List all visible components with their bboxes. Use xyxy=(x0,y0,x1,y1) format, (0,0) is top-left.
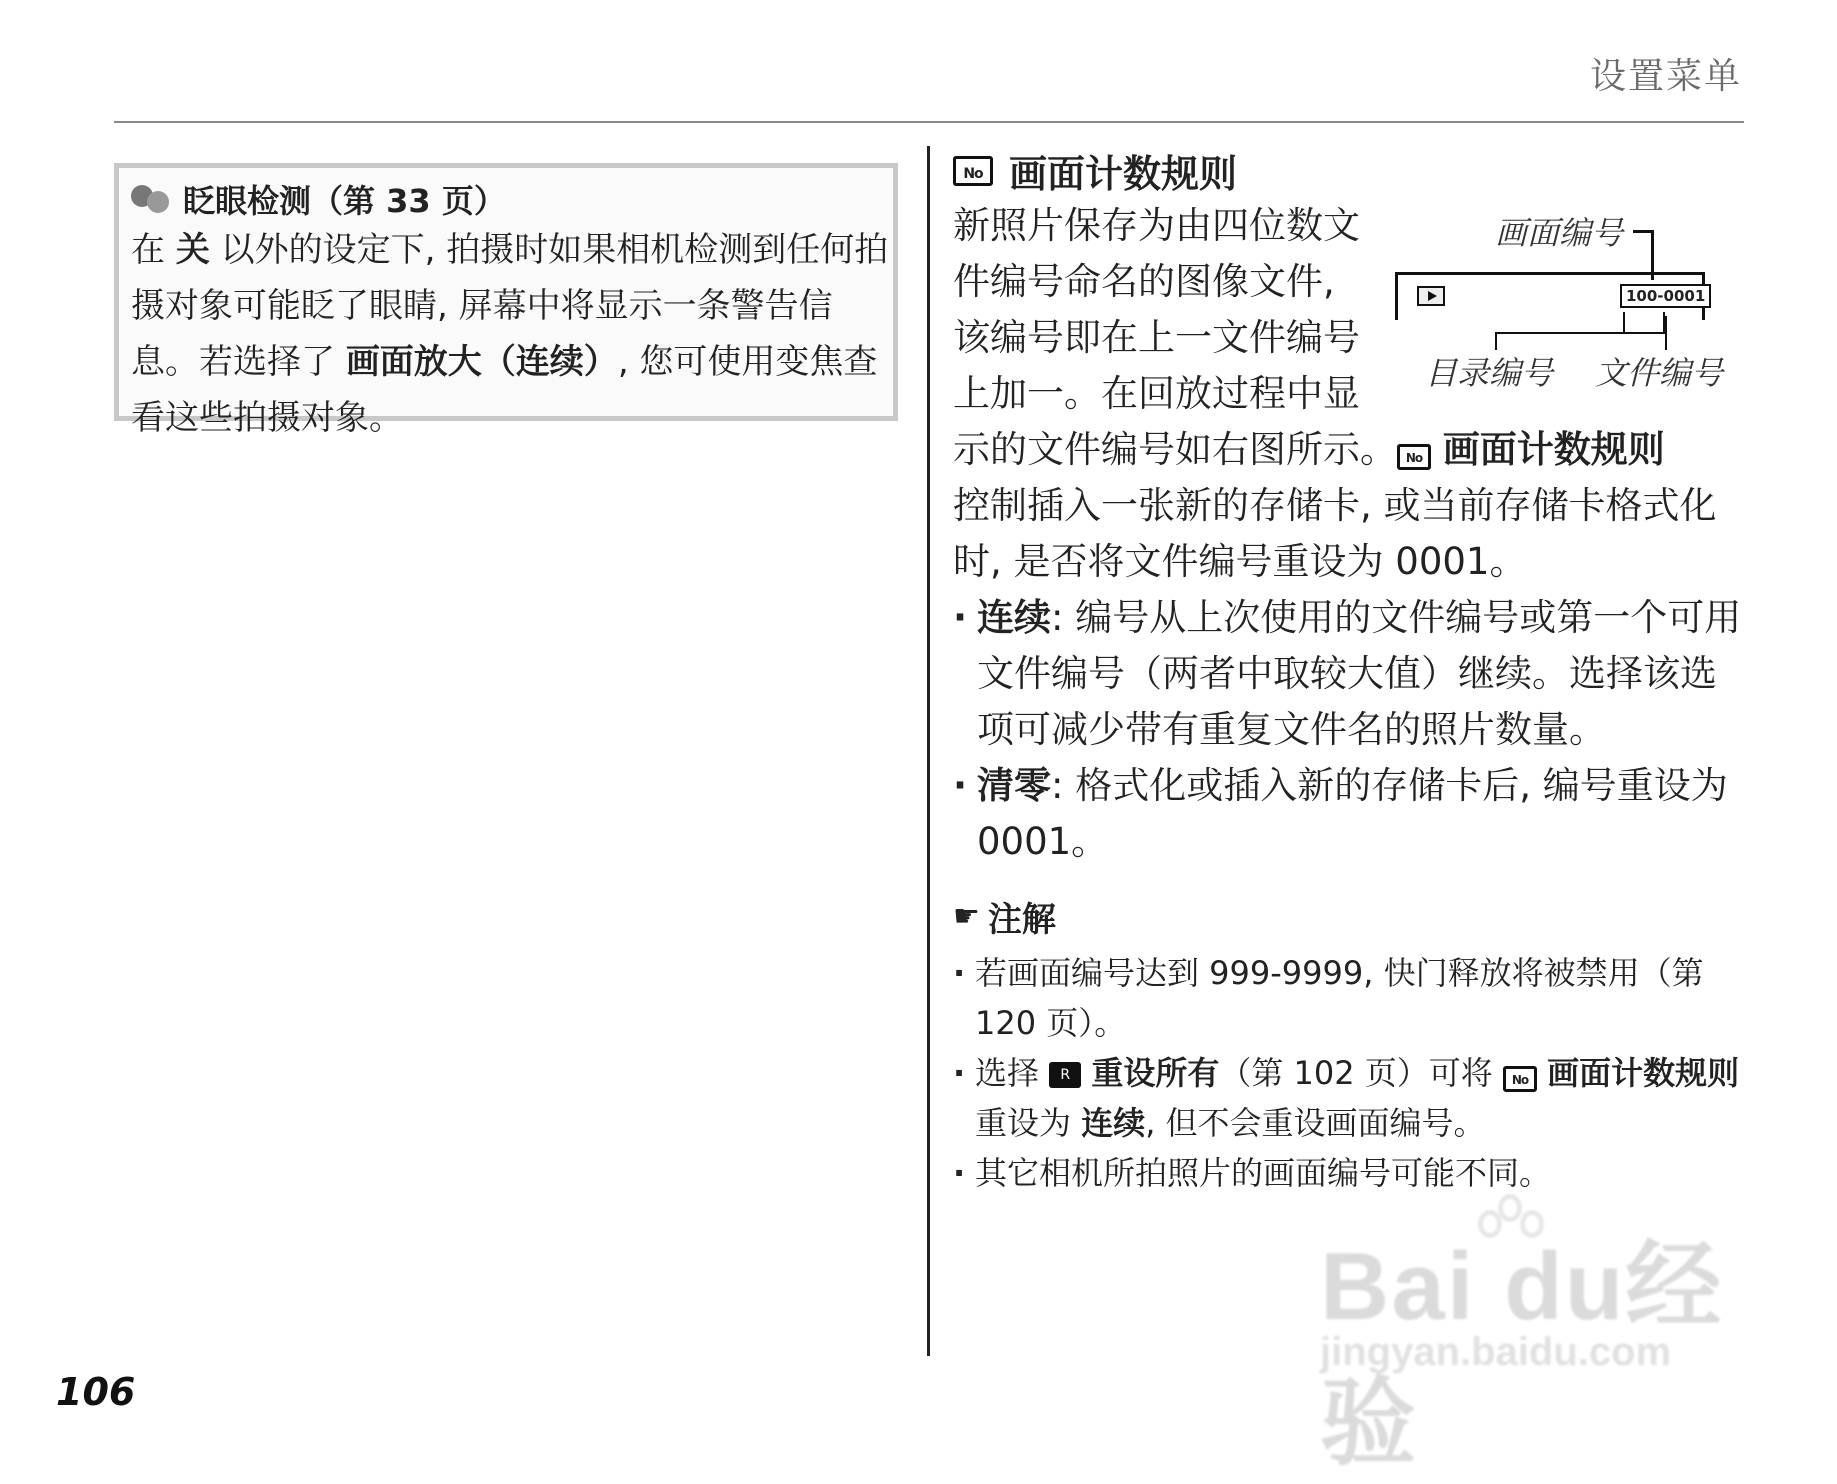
page-section-header: 设置菜单 xyxy=(1590,56,1743,97)
bullet-term: 清零 xyxy=(977,764,1051,807)
note-item xyxy=(953,1048,1743,1148)
note-text: 重设为 xyxy=(975,1104,1082,1142)
file-number-diagram xyxy=(1395,200,1745,400)
frame-no-icon: No xyxy=(1503,1066,1537,1092)
bullet-term: 连续 xyxy=(977,596,1051,639)
frame-no-icon: No xyxy=(1397,444,1431,470)
page-number: 106 xyxy=(56,1370,136,1414)
intro-paragraph-cont xyxy=(953,422,1743,590)
note-item: · 若画面编号达到 999-9999, 快门释放将被禁用（第 120 页）。 xyxy=(953,948,1743,1048)
bullet-continuous xyxy=(953,590,1743,758)
watermark-brand: Bai du经验 xyxy=(1320,1233,1724,1477)
tip-text: 在 xyxy=(131,230,176,270)
watermark-url: jingyan.baidu.com xyxy=(1320,1330,1672,1374)
note-bold: 连续 xyxy=(1081,1104,1146,1142)
note-text: , 但不会重设画面编号。 xyxy=(1145,1104,1486,1142)
notes-title-text: 注解 xyxy=(987,900,1056,940)
baidu-watermark xyxy=(1320,1190,1740,1477)
tip-title-text: 眨眼检测（第 33 页） xyxy=(183,182,506,220)
note-text: （第 102 页）可将 xyxy=(1219,1054,1503,1092)
tip-bold-off: 关 xyxy=(175,230,210,270)
intro-bold: 画面计数规则 xyxy=(1442,428,1665,471)
section-title-text: 画面计数规则 xyxy=(1009,152,1238,196)
tip-text: , 您可使用变焦查看这些拍摄对象。 xyxy=(131,342,878,438)
tip-icon xyxy=(131,185,175,213)
bullet-text: : 编号从上次使用的文件编号或第一个可用文件编号（两者中取较大值）继续。选择该选项可减少带有重复文件名的照片数量。 xyxy=(977,596,1742,751)
notes-title xyxy=(953,892,1056,941)
header-divider xyxy=(114,121,1744,123)
bullet-reset xyxy=(953,758,1743,870)
note-item: · 其它相机所拍照片的画面编号可能不同。 xyxy=(953,1148,1743,1198)
section-title xyxy=(953,143,1237,198)
tip-title xyxy=(131,176,506,222)
column-divider xyxy=(927,146,930,1356)
label-frame-number: 画面编号 xyxy=(1495,214,1624,252)
tip-body xyxy=(131,222,895,446)
note-text: 选择 xyxy=(975,1054,1050,1092)
reset-icon: R xyxy=(1049,1062,1081,1088)
label-file-number: 文件编号 xyxy=(1595,354,1724,392)
note-bold: 重设所有 xyxy=(1091,1054,1220,1092)
intro-paragraph: 新照片保存为由四位数文件编号命名的图像文件, 该编号即在上一文件编号上加一。在回放过程中显 xyxy=(953,204,1360,415)
intro-text: 控制插入一张新的存储卡, 或当前存储卡格式化时, 是否将文件编号重设为 0001。 xyxy=(953,484,1717,583)
playback-icon xyxy=(1417,286,1445,306)
sample-file-number: 100-0001 xyxy=(1620,284,1711,308)
frame-no-icon: No xyxy=(953,156,993,186)
note-bold: 画面计数规则 xyxy=(1547,1054,1740,1092)
tip-box xyxy=(114,163,898,438)
tip-bold-zoom: 画面放大（连续） xyxy=(345,342,618,382)
pointing-hand-icon: ☛ xyxy=(953,899,980,934)
bullet-text: : 格式化或插入新的存储卡后, 编号重设为 0001。 xyxy=(977,764,1728,863)
label-directory-number: 目录编号 xyxy=(1425,354,1554,392)
intro-text: 示的文件编号如右图所示。 xyxy=(953,428,1397,471)
tip-text: 以外的设定下, 拍摄时如果相机检测到任何拍摄对象可能眨了眼睛, 屏幕中将显示一条警告信息。若选择了 xyxy=(131,230,889,382)
